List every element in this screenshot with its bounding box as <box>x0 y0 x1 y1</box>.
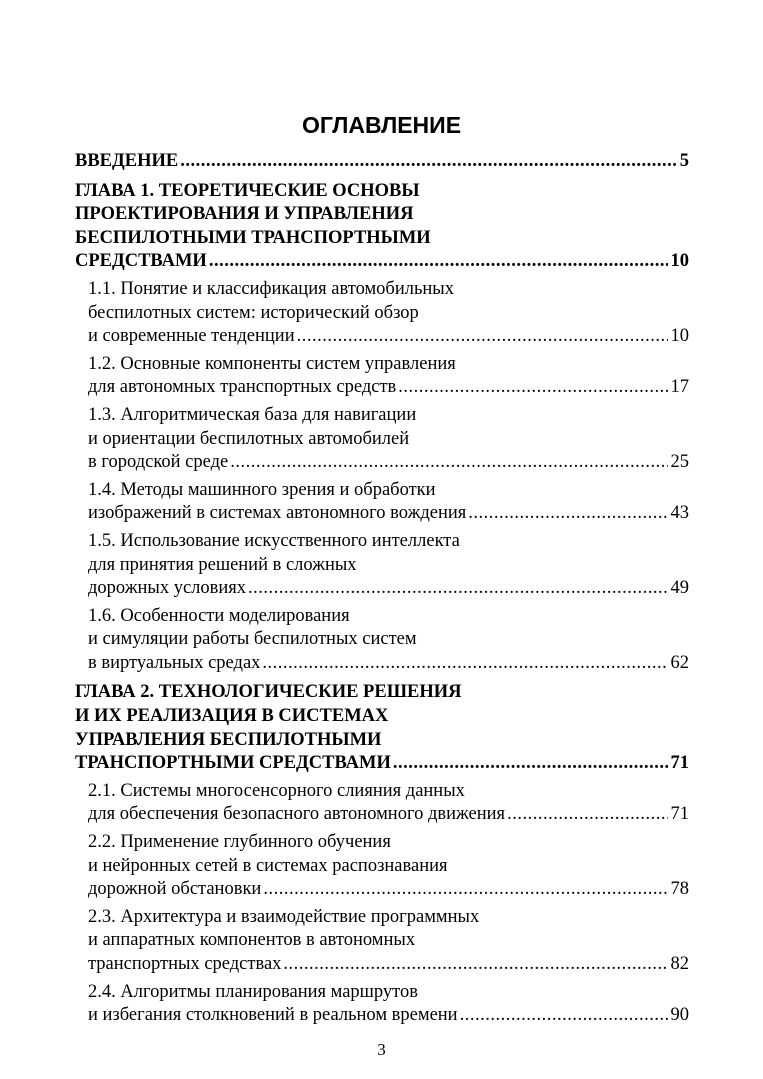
toc-entry-page: 43 <box>670 503 689 524</box>
toc-entry-line: в городской среде <box>88 452 229 473</box>
toc-entry-line: 1.5. Использование искусственного интеллекта <box>88 530 460 551</box>
dot-leader <box>468 502 667 526</box>
toc-entry-line: 2.1. Системы многосенсорного слияния данных <box>88 780 465 801</box>
toc-entry-line: для автономных транспортных средств <box>88 377 397 398</box>
toc-entry-line: 1.6. Особенности моделирования <box>88 605 350 626</box>
toc-entry-line: 1.4. Методы машинного зрения и обработки <box>88 479 436 500</box>
toc-entry-line: СРЕДСТВАМИ <box>75 251 207 272</box>
toc-entry-line: транспортных средствах <box>88 954 282 974</box>
toc-entry-page: 82 <box>670 954 689 974</box>
toc-entry-page: 17 <box>670 377 689 398</box>
toc-entry-line: изображений в системах автономного вождения <box>88 503 467 524</box>
toc-entry-chapter <box>75 180 689 274</box>
toc-entry-line: 2.4. Алгоритмы планирования маршрутов <box>88 981 418 1002</box>
dot-leader <box>393 752 668 776</box>
toc-entry-line: и симуляции работы беспилотных систем <box>88 629 417 650</box>
toc-entry-line: ГЛАВА 1. ТЕОРЕТИЧЕСКИЕ ОСНОВЫ <box>75 180 420 201</box>
toc-entry-line: в виртуальных средах <box>88 652 261 673</box>
toc-entry-section <box>75 278 689 349</box>
toc-entry-chapter <box>75 150 689 174</box>
toc-entry-page: 78 <box>670 879 689 900</box>
toc-entry-line: для обеспечения безопасного автономного движения <box>88 804 506 825</box>
toc-entry-line: и ориентации беспилотных автомобилей <box>88 428 410 449</box>
dot-leader <box>230 451 667 475</box>
toc-entry-last-line <box>88 652 689 676</box>
dot-leader <box>248 577 667 601</box>
toc-entry-line: 1.1. Понятие и классификация автомобильных <box>88 278 454 299</box>
toc-entry-last-line <box>75 150 689 174</box>
dot-leader <box>180 150 677 174</box>
toc-entry-section <box>75 831 689 902</box>
toc-entry-last-line <box>88 803 689 827</box>
dot-leader <box>283 953 667 977</box>
toc-entry-line: и современные тенденции <box>88 326 295 347</box>
dot-leader <box>209 250 668 274</box>
toc-entry-page: 10 <box>670 251 689 272</box>
toc-entry-line: ГЛАВА 2. ТЕХНОЛОГИЧЕСКИЕ РЕШЕНИЯ <box>75 682 462 703</box>
toc-entry-last-line <box>88 451 689 475</box>
toc-entry-line: для принятия решений в сложных <box>88 554 357 575</box>
toc-entry-line: БЕСПИЛОТНЫМИ ТРАНСПОРТНЫМИ <box>75 227 431 248</box>
toc-entry-last-line <box>75 752 689 776</box>
toc-entry-page: 5 <box>679 151 689 171</box>
toc-entry-last-line <box>75 250 689 274</box>
toc-entry-line: 1.2. Основные компоненты систем управления <box>88 353 456 374</box>
toc-entry-page: 71 <box>670 804 689 825</box>
toc-entry-line: УПРАВЛЕНИЯ БЕСПИЛОТНЫМИ <box>75 729 382 750</box>
toc-entry-section <box>75 353 689 400</box>
toc-entry-section <box>75 780 689 827</box>
dot-leader <box>507 803 667 827</box>
toc-entry-last-line <box>88 376 689 400</box>
toc-entry-last-line <box>88 502 689 526</box>
toc-entry-last-line <box>88 325 689 349</box>
toc-entry-last-line <box>88 577 689 601</box>
toc-entry-line: ПРОЕКТИРОВАНИЯ И УПРАВЛЕНИЯ <box>75 204 414 225</box>
toc-entry-section <box>75 981 689 1028</box>
toc-entry-line: 2.3. Архитектура и взаимодействие программных <box>88 906 480 927</box>
toc-entry-section <box>75 530 689 601</box>
toc-entry-last-line <box>88 1004 689 1028</box>
toc-entry-page: 71 <box>670 753 689 774</box>
page-number: 3 <box>377 1040 386 1059</box>
toc-entry-page: 25 <box>670 452 689 473</box>
toc-entry-section <box>75 906 689 977</box>
dot-leader <box>263 878 667 902</box>
toc-entry-section <box>75 605 689 676</box>
toc-entry-section <box>75 404 689 475</box>
toc-entry-line: дорожных условиях <box>88 578 247 599</box>
toc-entry-line: 2.2. Применение глубинного обучения <box>88 832 391 853</box>
toc-entry-chapter <box>75 681 689 775</box>
toc-entry-line: 1.3. Алгоритмическая база для навигации <box>88 404 417 425</box>
toc-entry-line: и нейронных сетей в системах распознавания <box>88 855 448 876</box>
toc-entry-page: 49 <box>670 578 689 599</box>
toc-entry-line: и избегания столкновений в реальном времени <box>88 1005 458 1026</box>
toc-entry-section <box>75 479 689 526</box>
toc-entry-line: ТРАНСПОРТНЫМИ СРЕДСТВАМИ <box>75 753 391 774</box>
dot-leader <box>460 1004 668 1028</box>
toc-entry-line: И ИХ РЕАЛИЗАЦИЯ В СИСТЕМАХ <box>75 706 389 727</box>
toc-entry-last-line <box>88 953 689 977</box>
toc-entry-line: дорожной обстановки <box>88 879 262 900</box>
toc-entry-page: 90 <box>670 1005 689 1026</box>
toc-entry-page: 62 <box>670 652 689 673</box>
toc-entry-line: беспилотных систем: исторический обзор <box>88 302 419 323</box>
toc-title: ОГЛАВЛЕНИЕ <box>301 112 462 138</box>
dot-leader <box>262 652 667 676</box>
dot-leader <box>297 325 668 349</box>
table-of-contents <box>75 150 689 1028</box>
toc-entry-line: ВВЕДЕНИЕ <box>75 151 179 171</box>
toc-entry-line: и аппаратных компонентов в автономных <box>88 930 416 951</box>
dot-leader <box>398 376 667 400</box>
toc-entry-last-line <box>88 878 689 902</box>
toc-entry-page: 10 <box>670 326 689 347</box>
